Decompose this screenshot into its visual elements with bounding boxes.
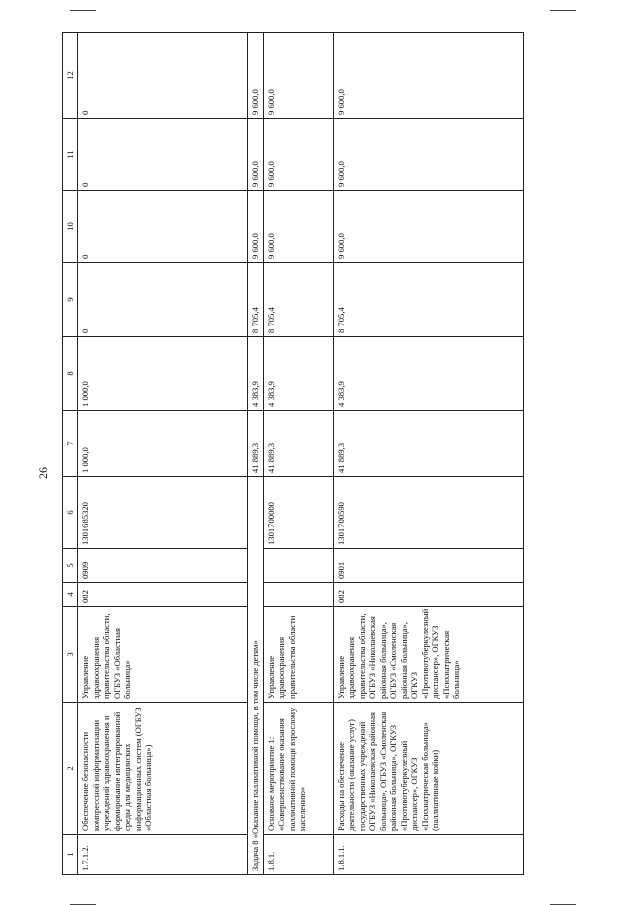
page-number: 26	[36, 466, 50, 479]
value-col-9: 0	[78, 262, 248, 336]
table-row	[78, 32, 248, 874]
value-col-9: 8 705,4	[333, 262, 523, 336]
col-num-6: 6	[63, 476, 78, 548]
col-num-8: 8	[63, 336, 78, 410]
rzpr-code	[263, 548, 333, 582]
col-num-7: 7	[63, 410, 78, 476]
col-num-2: 2	[63, 702, 78, 834]
rzpr-code: 0901	[333, 548, 523, 582]
row-code: 1.8.1.	[263, 834, 333, 874]
rotated-page	[30, 23, 610, 883]
value-col-8: 4 383,9	[263, 336, 333, 410]
csr-code: 1301700590	[333, 476, 523, 548]
value-col-8: 4 383,9	[333, 336, 523, 410]
measure-name: Обеспечение безопасности компрессной информатизации учреждений здравоохранения и формирование интегрированной среды для медицинских информационных систем (ОГБУЗ «Областная больница»)	[78, 702, 248, 834]
table-row	[333, 32, 523, 874]
value-col-10: 9 600,0	[248, 190, 263, 262]
col-num-4: 4	[63, 582, 78, 606]
binding-mark	[550, 10, 576, 11]
value-col-9: 8 705,4	[248, 262, 263, 336]
value-col-12: 9 600,0	[333, 32, 523, 118]
total-value: 41 889,3	[333, 410, 523, 476]
row-code: 1.7.1.2.	[78, 834, 248, 874]
col-num-12: 12	[63, 32, 78, 118]
executor: Управление здравоохранения правительства области, ОГБУЗ «Областная больница»	[78, 606, 248, 702]
value-col-12: 0	[78, 32, 248, 118]
binding-mark	[70, 904, 96, 905]
table-row	[263, 32, 333, 874]
grbs-code	[263, 582, 333, 606]
budget-table	[62, 32, 524, 875]
executor: Управление здравоохранения правительства области	[263, 606, 333, 702]
value-col-11: 0	[78, 118, 248, 190]
value-col-10: 9 600,0	[333, 190, 523, 262]
value-col-11: 9 600,0	[248, 118, 263, 190]
value-col-8: 4 383,9	[248, 336, 263, 410]
measure-name: Расходы на обеспечение деятельности (оказание услуг) государственных учреждений ОГБУЗ «Николаевская районная больница», ОГБУЗ «Смоленская районная больница», ОГКУЗ «Противотуберкулезный диспансер», ОГКУЗ «Психиатрическая больница» (паллиативные койки)	[333, 702, 523, 834]
csr-code: 1301700000	[263, 476, 333, 548]
col-num-10: 10	[63, 190, 78, 262]
col-num-1: 1	[63, 834, 78, 874]
row-code: 1.8.1.1.	[333, 834, 523, 874]
column-number-row	[63, 32, 78, 874]
grbs-code: 002	[333, 582, 523, 606]
grbs-code: 002	[78, 582, 248, 606]
rzpr-code: 0909	[78, 548, 248, 582]
binding-mark	[550, 904, 576, 905]
task-label: Задача 8 «Оказание паллиативной помощи, в том числе детям»	[248, 476, 263, 874]
value-col-10: 9 600,0	[263, 190, 333, 262]
measure-name: Основное мероприятие 1: «Совершенствование оказания паллиативной помощи взрослому населению»	[263, 702, 333, 834]
value-col-11: 9 600,0	[333, 118, 523, 190]
value-col-10: 0	[78, 190, 248, 262]
binding-mark	[70, 10, 96, 11]
value-col-11: 9 600,0	[263, 118, 333, 190]
total-value: 41 889,3	[248, 410, 263, 476]
value-col-9: 8 705,4	[263, 262, 333, 336]
total-value: 41 889,3	[263, 410, 333, 476]
value-col-12: 9 600,0	[248, 32, 263, 118]
csr-code: 1301685320	[78, 476, 248, 548]
task-row	[248, 32, 263, 874]
value-col-8: 1 000,0	[78, 336, 248, 410]
value-col-12: 9 600,0	[263, 32, 333, 118]
col-num-11: 11	[63, 118, 78, 190]
executor: Управление здравоохранения правительства области, ОГБУЗ «Николаевская районная больница», ОГБУЗ «Смоленская районная больница», ОГКУЗ «Противотуберкулезный диспансер», ОГКУЗ «Психиатрическая больница»	[333, 606, 523, 702]
total-value: 1 000,0	[78, 410, 248, 476]
col-num-3: 3	[63, 606, 78, 702]
col-num-9: 9	[63, 262, 78, 336]
col-num-5: 5	[63, 548, 78, 582]
